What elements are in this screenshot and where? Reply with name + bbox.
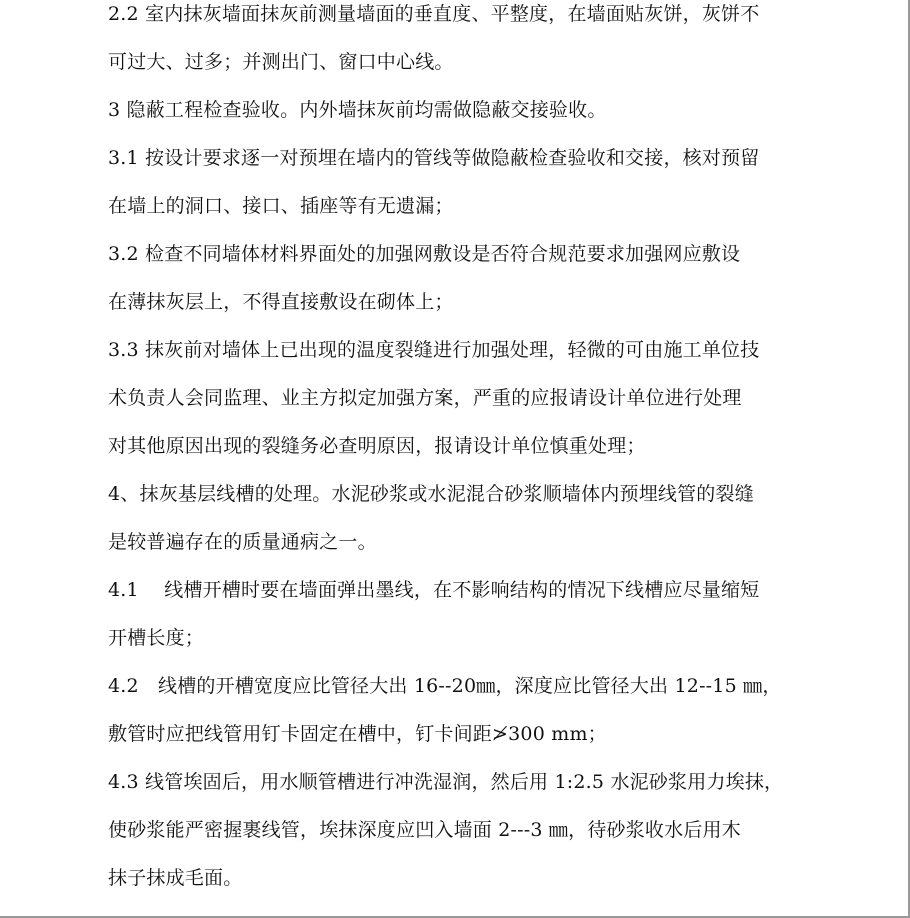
text-line: 可过大、过多；并测出门、窗口中心线。 xyxy=(108,51,454,73)
text-line: 2.2 室内抹灰墙面抹灰前测量墙面的垂直度、平整度，在墙面贴灰饼，灰饼不 xyxy=(108,3,760,25)
text-line: 4、抹灰基层线槽的处理。水泥砂浆或水泥混合砂浆顺墙体内预埋线管的裂缝 xyxy=(108,483,754,505)
text-line: 3 隐蔽工程检查验收。内外墙抹灰前均需做隐蔽交接验收。 xyxy=(108,99,607,121)
text-line: 在墙上的洞口、接口、插座等有无遗漏； xyxy=(108,195,454,217)
text-line: 4.1 线槽开槽时要在墙面弹出墨线，在不影响结构的情况下线槽应尽量缩短 xyxy=(108,579,760,601)
document-body xyxy=(108,0,828,902)
text-line: 4.3 线管埃固后，用水顺管槽进行冲洗湿润，然后用 1:2.5 水泥砂浆用力埃抹， xyxy=(108,771,784,793)
text-line: 是较普遍存在的质量通病之一。 xyxy=(108,531,377,553)
text-line: 敷管时应把线管用钉卡固定在槽中，钉卡间距≯300 mm； xyxy=(108,723,607,745)
text-line: 抹子抹成毛面。 xyxy=(108,867,243,889)
text-line: 使砂浆能严密握裹线管，埃抹深度应凹入墙面 2---3 ㎜，待砂浆收水后用木 xyxy=(108,819,741,841)
text-line: 术负责人会同监理、业主方拟定加强方案，严重的应报请设计单位进行处理 xyxy=(108,387,742,409)
text-line: 4.2 线槽的开槽宽度应比管径大出 16--20㎜，深度应比管径大出 12--15 ㎜， xyxy=(108,675,782,697)
text-line: 3.2 检查不同墙体材料界面处的加强网敷设是否符合规范要求加强网应敷设 xyxy=(108,243,741,265)
text-line: 3.1 按设计要求逐一对预埋在墙内的管线等做隐蔽检查验收和交接，核对预留 xyxy=(108,147,760,169)
text-line: 对其他原因出现的裂缝务必查明原因，报请设计单位慎重处理； xyxy=(108,435,646,457)
text-line: 在薄抹灰层上，不得直接敷设在砌体上； xyxy=(108,291,454,313)
text-line: 3.3 抹灰前对墙体上已出现的温度裂缝进行加强处理，轻微的可由施工单位技 xyxy=(108,339,760,361)
text-line: 开槽长度； xyxy=(108,627,205,649)
